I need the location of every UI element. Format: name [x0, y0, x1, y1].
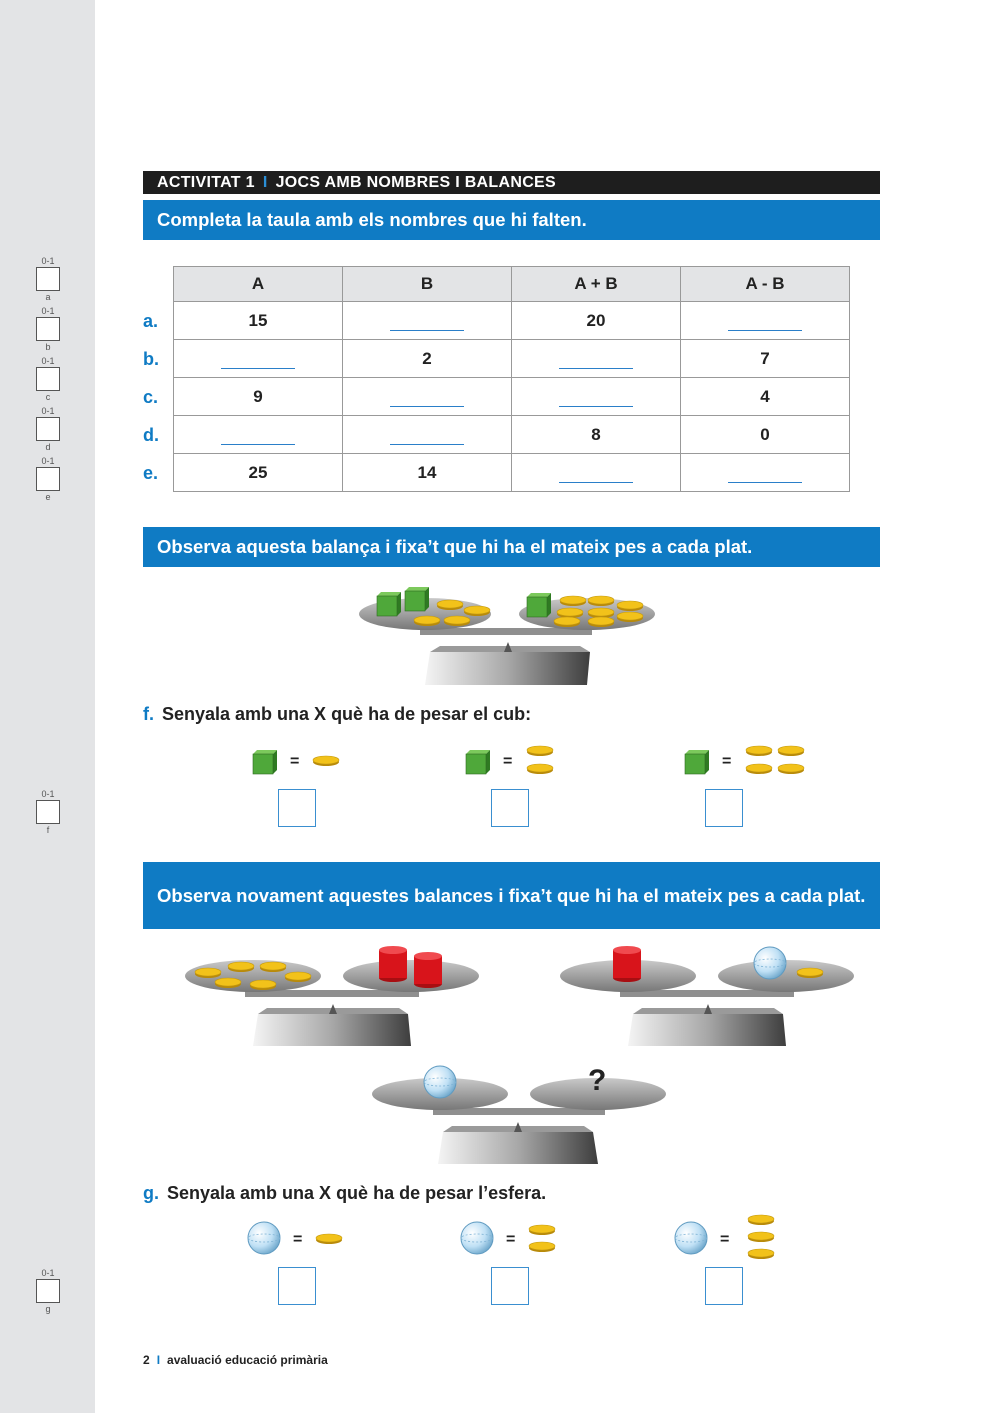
- sphere-option-2: [460, 1220, 560, 1256]
- column-header-sum: A + B: [512, 267, 681, 302]
- question-text: Senyala amb una X què ha de pesar el cub:: [162, 704, 532, 724]
- table-cell: 7: [681, 340, 850, 378]
- instruction-balance2: Observa novament aquestes balances i fixa’t que hi ha el mateix pes a cada plat.: [143, 862, 880, 929]
- row-label-a: a.: [143, 311, 159, 331]
- table-cell: 15: [174, 302, 343, 340]
- row-label-e: e.: [143, 463, 159, 483]
- answer-line[interactable]: [728, 320, 802, 331]
- table-row: [174, 340, 850, 378]
- score-label: e: [45, 492, 51, 502]
- table-cell: 0: [681, 416, 850, 454]
- answer-line[interactable]: [221, 358, 295, 369]
- table-row: [174, 378, 850, 416]
- answer-line[interactable]: [559, 358, 633, 369]
- table-cell: 8: [512, 416, 681, 454]
- activity-title: [143, 171, 880, 194]
- question-letter: g.: [143, 1183, 159, 1203]
- table-header-row: [174, 267, 850, 302]
- activity-name: JOCS AMB NOMBRES I BALANCES: [275, 174, 556, 191]
- equals-sign: =: [503, 753, 513, 770]
- table-cell-blank[interactable]: [681, 302, 850, 340]
- answer-line[interactable]: [559, 472, 633, 483]
- table-cell-blank[interactable]: [512, 378, 681, 416]
- table-cell-blank[interactable]: [512, 454, 681, 492]
- question-g: [143, 1183, 546, 1204]
- question-f: [143, 704, 531, 725]
- answer-line[interactable]: [390, 396, 464, 407]
- title-separator: I: [262, 174, 268, 191]
- page-footer: [143, 1353, 328, 1367]
- table-cell: 20: [512, 302, 681, 340]
- column-header-b: B: [343, 267, 512, 302]
- score-checkbox[interactable]: [36, 367, 60, 391]
- balance-cylinder-sphere: [558, 942, 858, 1050]
- score-box-a[interactable]: [35, 256, 61, 302]
- answer-box-g3[interactable]: [705, 1267, 743, 1305]
- cube-option-2: [466, 745, 566, 779]
- score-box-c[interactable]: [35, 356, 61, 402]
- score-checkbox[interactable]: [36, 1279, 60, 1303]
- score-box-f[interactable]: [35, 789, 61, 835]
- balance-cubes-coins: [355, 580, 665, 690]
- answer-box-f3[interactable]: [705, 789, 743, 827]
- table-row: [174, 416, 850, 454]
- answer-box-g1[interactable]: [278, 1267, 316, 1305]
- score-checkbox[interactable]: [36, 317, 60, 341]
- row-label-c: c.: [143, 387, 159, 407]
- score-checkbox[interactable]: [36, 467, 60, 491]
- question-letter: f.: [143, 704, 154, 724]
- equals-sign: =: [722, 753, 732, 770]
- table-row: [174, 302, 850, 340]
- score-box-e[interactable]: [35, 456, 61, 502]
- table-cell-blank[interactable]: [174, 340, 343, 378]
- score-box-b[interactable]: [35, 306, 61, 352]
- table-cell-blank[interactable]: [174, 416, 343, 454]
- table-cell-blank[interactable]: [681, 454, 850, 492]
- table-cell: 25: [174, 454, 343, 492]
- balance-coins-cylinders: [183, 942, 483, 1050]
- activity-number: ACTIVITAT 1: [157, 174, 255, 191]
- answer-line[interactable]: [390, 434, 464, 445]
- numbers-table: [173, 266, 850, 492]
- score-label: c: [45, 392, 51, 402]
- cube-option-3: [685, 745, 815, 779]
- score-label: f: [46, 825, 50, 835]
- score-checkbox[interactable]: [36, 417, 60, 441]
- answer-box-f2[interactable]: [491, 789, 529, 827]
- score-label: b: [45, 342, 51, 352]
- answer-line[interactable]: [390, 320, 464, 331]
- page-number: 2: [143, 1353, 150, 1367]
- score-label: g: [45, 1304, 51, 1314]
- equals-sign: =: [293, 1231, 303, 1248]
- footer-text: avaluació educació primària: [167, 1353, 328, 1367]
- answer-line[interactable]: [559, 396, 633, 407]
- balance-sphere-question: [368, 1060, 668, 1168]
- unknown-weight: ?: [588, 1064, 607, 1097]
- score-range: 0-1: [41, 406, 55, 416]
- column-header-difference: A - B: [681, 267, 850, 302]
- score-box-d[interactable]: [35, 406, 61, 452]
- score-checkbox[interactable]: [36, 267, 60, 291]
- equals-sign: =: [506, 1231, 516, 1248]
- score-label: a: [45, 292, 51, 302]
- score-range: 0-1: [41, 1268, 55, 1278]
- equals-sign: =: [720, 1231, 730, 1248]
- column-header-a: A: [174, 267, 343, 302]
- footer-separator: I: [156, 1353, 161, 1367]
- score-range: 0-1: [41, 789, 55, 799]
- score-box-g[interactable]: [35, 1268, 61, 1314]
- score-range: 0-1: [41, 356, 55, 366]
- table-row: [174, 454, 850, 492]
- table-cell: 9: [174, 378, 343, 416]
- sphere-option-1: [247, 1220, 347, 1256]
- table-cell: 14: [343, 454, 512, 492]
- instruction-balance1: Observa aquesta balança i fixa’t que hi ha el mateix pes a cada plat.: [143, 527, 880, 567]
- answer-line[interactable]: [221, 434, 295, 445]
- answer-line[interactable]: [728, 472, 802, 483]
- table-cell-blank[interactable]: [343, 416, 512, 454]
- sphere-option-3: [674, 1212, 784, 1262]
- score-range: 0-1: [41, 456, 55, 466]
- answer-box-g2[interactable]: [491, 1267, 529, 1305]
- table-cell-blank[interactable]: [512, 340, 681, 378]
- score-range: 0-1: [41, 256, 55, 266]
- score-range: 0-1: [41, 306, 55, 316]
- score-label: d: [45, 442, 51, 452]
- table-cell-blank[interactable]: [343, 378, 512, 416]
- answer-box-f1[interactable]: [278, 789, 316, 827]
- margin-strip: [0, 0, 95, 1413]
- instruction-table: Completa la taula amb els nombres que hi falten.: [143, 200, 880, 240]
- equals-sign: =: [290, 753, 300, 770]
- cube-option-1: [253, 747, 343, 777]
- score-checkbox[interactable]: [36, 800, 60, 824]
- table-cell: 4: [681, 378, 850, 416]
- table-cell: 2: [343, 340, 512, 378]
- question-text: Senyala amb una X què ha de pesar l’esfera.: [167, 1183, 547, 1203]
- row-label-b: b.: [143, 349, 159, 369]
- table-cell-blank[interactable]: [343, 302, 512, 340]
- row-label-d: d.: [143, 425, 159, 445]
